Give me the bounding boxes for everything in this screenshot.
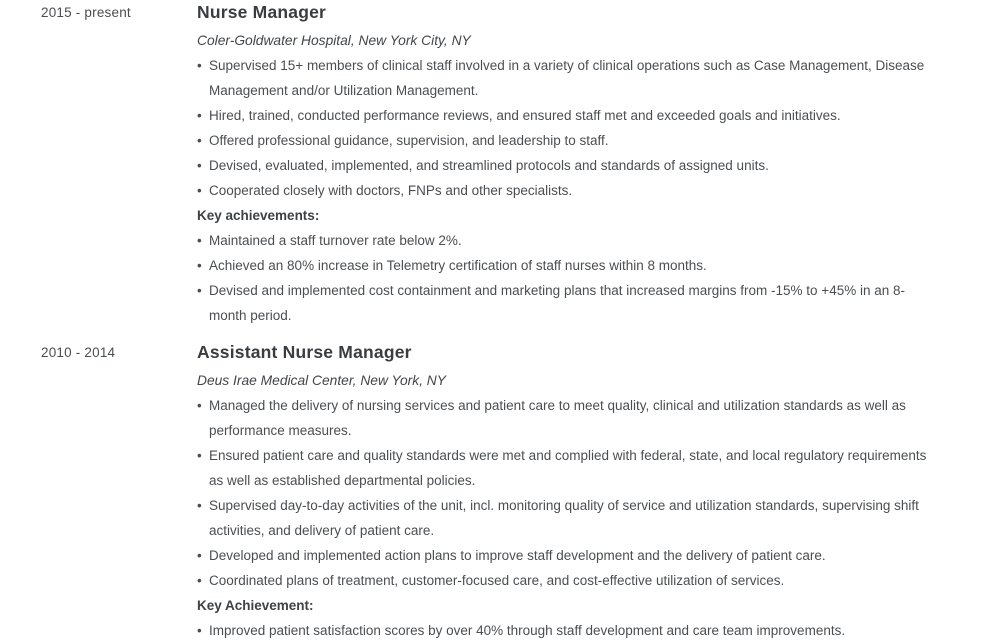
achievement-list [197,618,927,643]
duty-item: • Ensured patient care and quality standards were met and complied with federal, state, and local regulatory requirements as well as established departmental policies. [197,443,927,493]
duty-item: • Managed the delivery of nursing services and patient care to meet quality, clinical and utilization standards as well as performance measures. [197,393,927,443]
duty-list [197,393,927,593]
key-achievements-label: Key Achievement: [197,598,314,613]
date-range: 2010 - 2014 [41,345,116,360]
achievement-item: • Achieved an 80% increase in Telemetry certification of staff nurses within 8 months. [197,253,927,278]
experience-entry [0,340,990,643]
duty-item: • Supervised 15+ members of clinical staff involved in a variety of clinical operations such as Case Management, Disease Management and/or Utilization Management. [197,53,927,103]
duty-item: • Devised, evaluated, implemented, and streamlined protocols and standards of assigned units. [197,153,927,178]
job-title: Assistant Nurse Manager [197,342,412,362]
duty-item: • Coordinated plans of treatment, customer-focused care, and cost-effective utilization of services. [197,568,927,593]
duty-item: • Offered professional guidance, supervision, and leadership to staff. [197,128,927,153]
duty-item: • Hired, trained, conducted performance reviews, and ensured staff met and exceeded goals and initiatives. [197,103,927,128]
duty-list [197,53,927,203]
entry-content [197,340,927,643]
entry-content [197,0,927,328]
achievement-item: • Devised and implemented cost containment and marketing plans that increased margins from -15% to +45% in an 8-month period. [197,278,927,328]
date-range: 2015 - present [41,5,131,20]
company-location: Coler-Goldwater Hospital, New York City, NY [197,33,471,48]
company-location: Deus Irae Medical Center, New York, NY [197,373,446,388]
achievement-item: • Maintained a staff turnover rate below 2%. [197,228,927,253]
job-title: Nurse Manager [197,2,327,22]
achievement-item: • Improved patient satisfaction scores by over 40% through staff development and care team improvements. [197,618,927,643]
duty-item: • Developed and implemented action plans to improve staff development and the delivery of patient care. [197,543,927,568]
key-achievements-label: Key achievements: [197,208,320,223]
achievement-list [197,228,927,328]
duty-item: • Supervised day-to-day activities of the unit, incl. monitoring quality of service and utilization standards, supervising shift activities, and delivery of patient care. [197,493,927,543]
duty-item: • Cooperated closely with doctors, FNPs and other specialists. [197,178,927,203]
